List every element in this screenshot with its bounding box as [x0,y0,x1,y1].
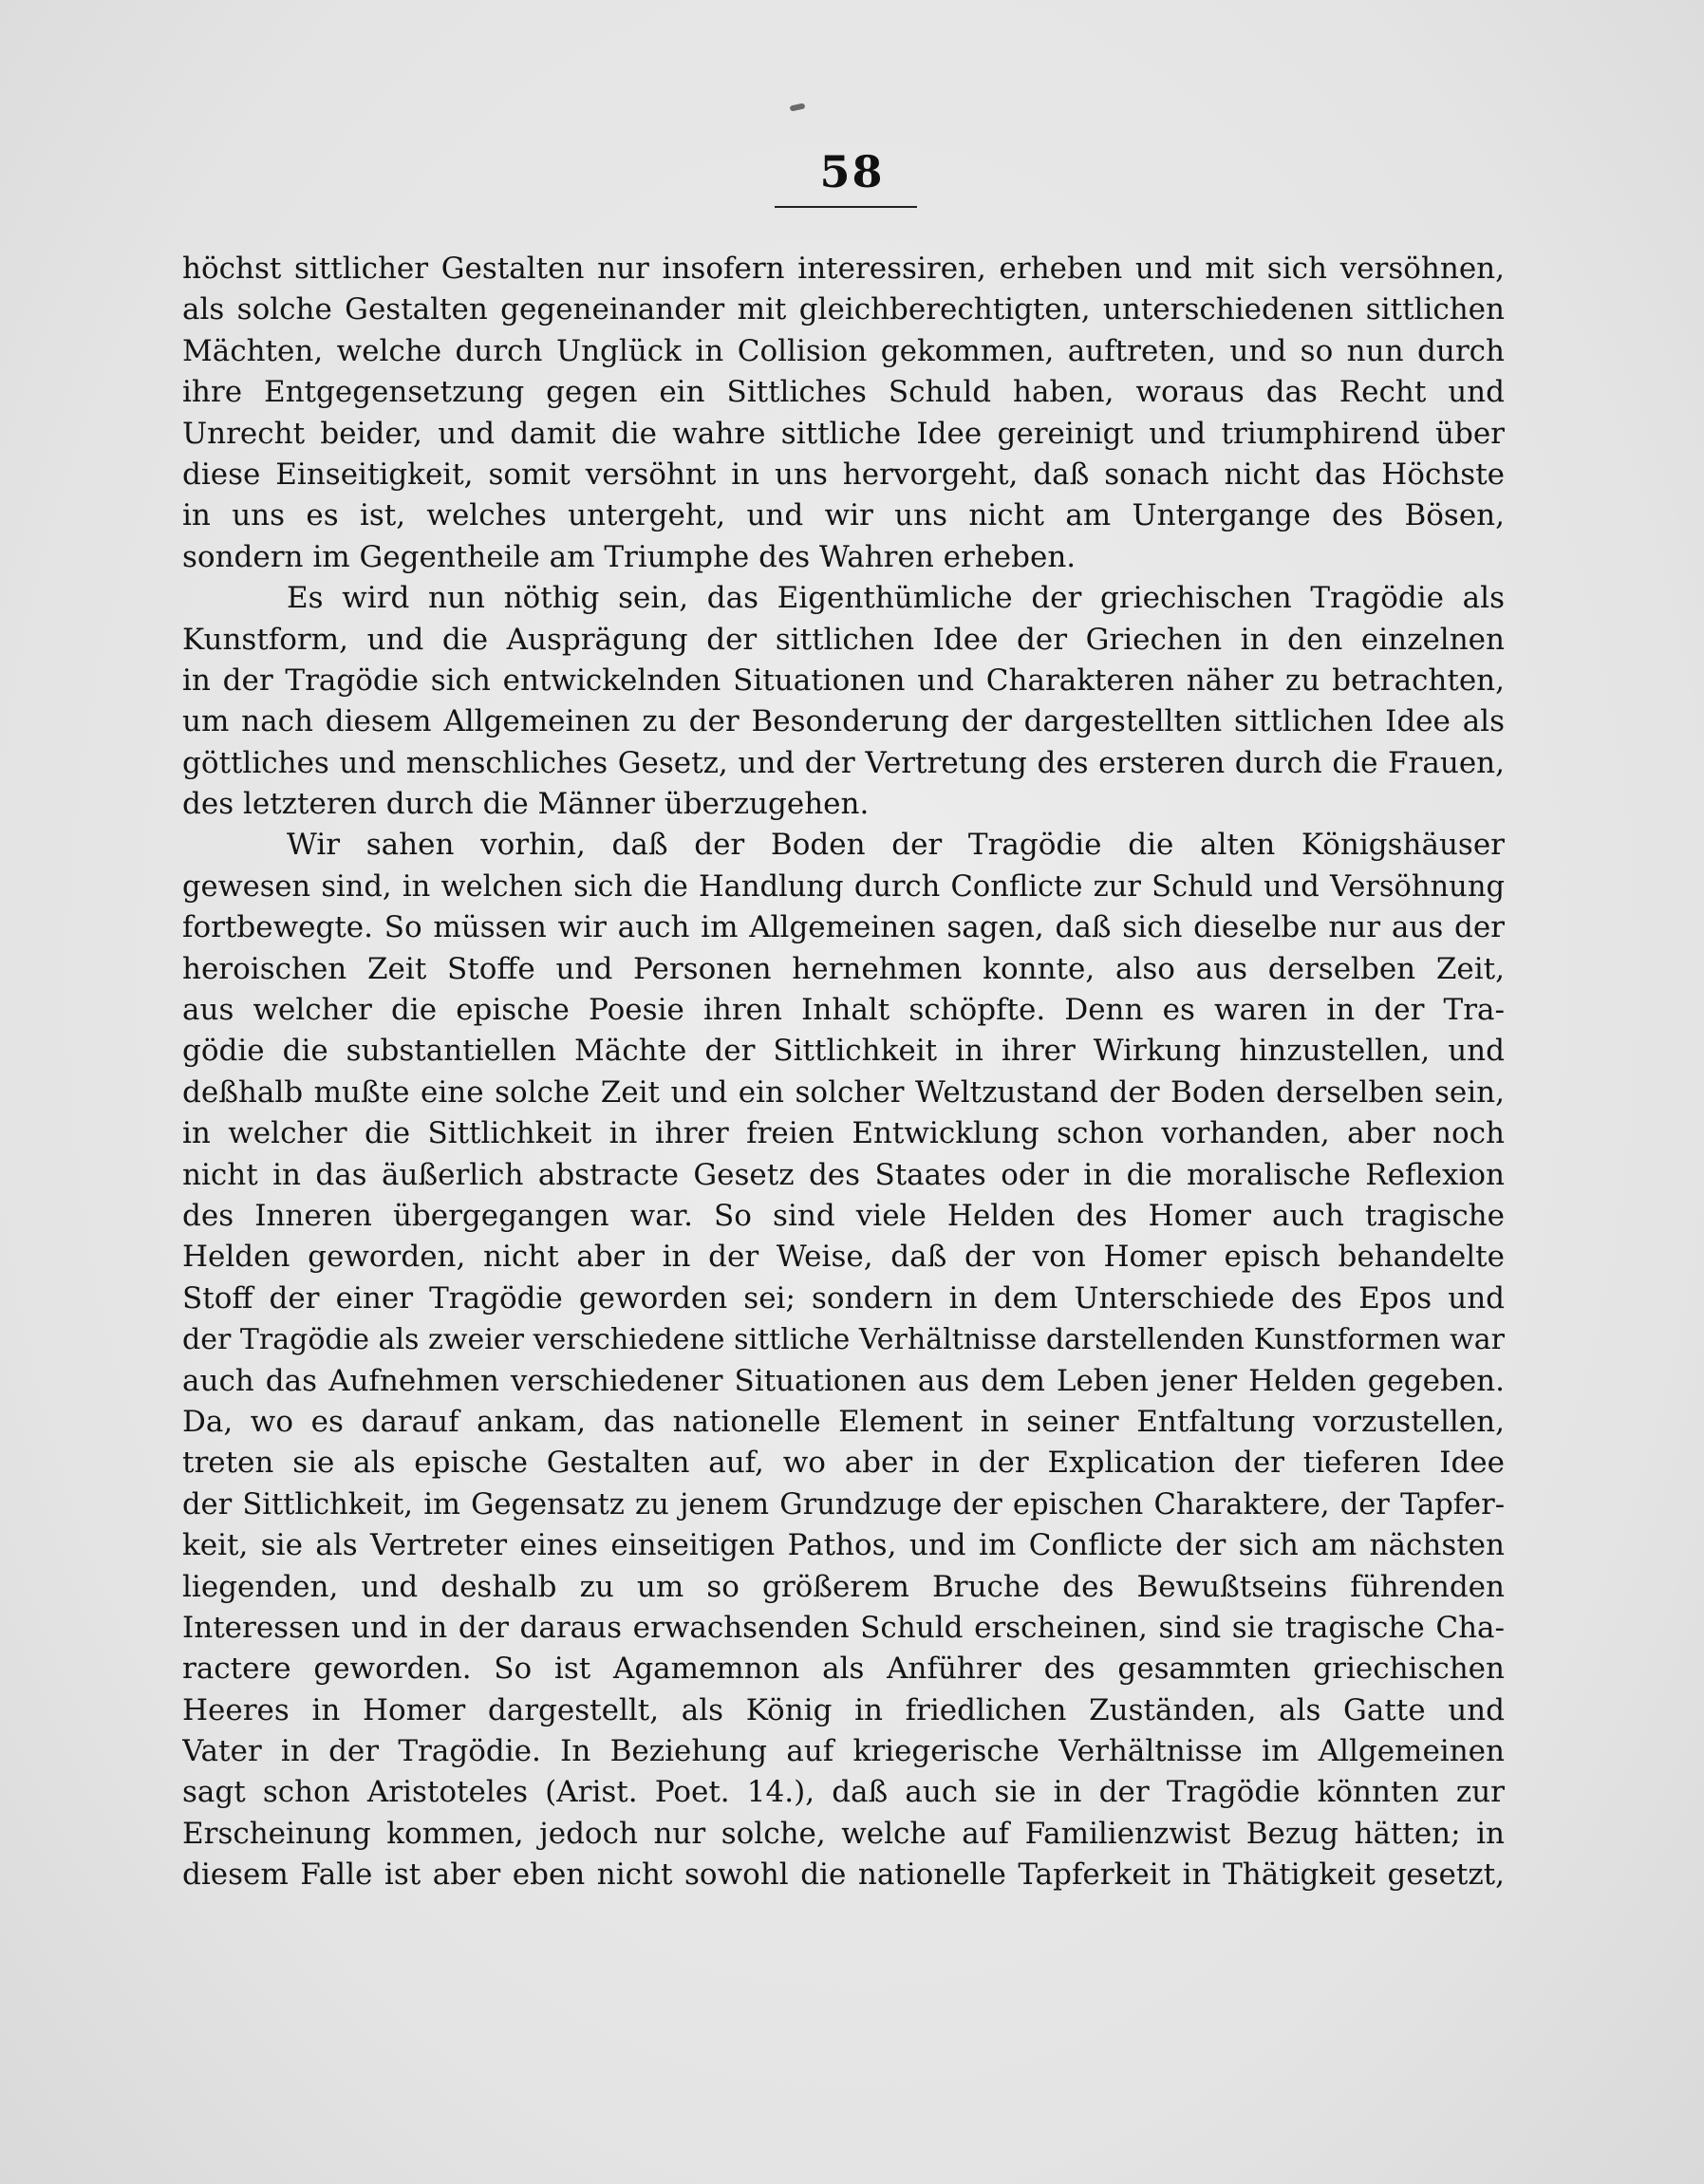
text-line: gewesen sind, in welchen sich die Handlung durch Conflicte zur Schuld und Versöhnung [182,869,1505,904]
ink-speck [790,103,806,111]
text-line: gödie die substantiellen Mächte der Sittlichkeit in ihrer Wirkung hinzustellen, und [182,1034,1505,1069]
text-line: höchst sittlicher Gestalten nur insofern interessiren, erheben und mit sich versöhnen, [182,252,1505,286]
text-line: Heeres in Homer dargestellt, als König in friedlichen Zuständen, als Gatte und [182,1692,1505,1727]
text-line: nicht in das äußerlich abstracte Gesetz des Staates oder in die moralische Reflexion [182,1157,1505,1192]
text-line: treten sie als epische Gestalten auf, wo aber in der Explication der tieferen Idee [182,1446,1505,1481]
text-line: des letzteren durch die Männer überzugehen. [182,787,870,822]
text-line: Mächten, welche durch Unglück in Collision gekommen, auftreten, und so nun durch [182,333,1505,368]
page-number: 58 [819,146,885,197]
text-line: in welcher die Sittlichkeit in ihrer freien Entwicklung schon vorhanden, aber noch [182,1116,1505,1151]
text-line: Wir sahen vorhin, daß der Boden der Tragödie die alten Königshäuser [287,828,1505,863]
header-rule [775,206,917,208]
text-line: auch das Aufnehmen verschiedener Situationen aus dem Leben jener Helden gegeben. [182,1363,1505,1398]
text-line: Vater in der Tragödie. In Beziehung auf kriegerische Verhältnisse im Allgemeinen [182,1734,1505,1769]
text-line: diese Einseitigkeit, somit versöhnt in uns hervorgeht, daß sonach nicht das Höchste [182,457,1505,492]
text-line: diesem Falle ist aber eben nicht sowohl die nationelle Tapferkeit in Thätigkeit gesetzt, [182,1857,1505,1893]
text-line: Helden geworden, nicht aber in der Weise, daß der von Homer episch behandelte [182,1240,1505,1275]
text-line: deßhalb mußte eine solche Zeit und ein solcher Weltzustand der Boden derselben sein, [182,1074,1505,1110]
text-line: des Inneren übergegangen war. So sind viele Helden des Homer auch tragische [182,1198,1505,1233]
text-line: keit, sie als Vertreter eines einseitigen Pathos, und im Conflicte der sich am nächsten [182,1528,1505,1563]
text-line: in der Tragödie sich entwickelnden Situationen und Charakteren näher zu betrachten, [182,663,1505,698]
text-line: fortbewegte. So müssen wir auch im Allgemeinen sagen, daß sich dieselbe nur aus der [182,910,1505,945]
text-line: in uns es ist, welches untergeht, und wir uns nicht am Untergange des Bösen, [182,498,1505,533]
text-line: Erscheinung kommen, jedoch nur solche, welche auf Familienzwist Bezug hätten; in [182,1816,1505,1851]
text-line: als solche Gestalten gegeneinander mit gleichberechtigten, unterschiedenen sittlichen [182,292,1505,327]
text-line: sagt schon Aristoteles (Arist. Poet. 14.), daß auch sie in der Tragödie könnten zur [182,1775,1505,1810]
text-line: ractere geworden. So ist Agamemnon als Anführer des gesammten griechischen [182,1652,1505,1687]
text-line: ihre Entgegensetzung gegen ein Sittliches Schuld haben, woraus das Recht und [182,375,1505,410]
text-line: Es wird nun nöthig sein, das Eigenthümliche der griechischen Tragödie als [287,581,1505,616]
text-line: göttliches und menschliches Gesetz, und der Vertretung des ersteren durch die Frauen, [182,745,1505,780]
text-line: heroischen Zeit Stoffe und Personen hernehmen konnte, also aus derselben Zeit, [182,951,1505,986]
text-line: sondern im Gegentheile am Triumphe des Wahren erheben. [182,539,1077,574]
text-line: Da, wo es darauf ankam, das nationelle Element in seiner Entfaltung vorzustellen, [182,1404,1505,1439]
text-line: der Tragödie als zweier verschiedene sittliche Verhältnisse darstellenden Kunstformen war [182,1323,1505,1357]
text-line: Stoff der einer Tragödie geworden sei; sondern in dem Unterschiede des Epos und [182,1280,1505,1316]
text-line: aus welcher die epische Poesie ihren Inhalt schöpfte. Denn es waren in der Tra- [182,993,1505,1028]
text-line: Kunstform, und die Ausprägung der sittlichen Idee der Griechen in den einzelnen [182,622,1505,657]
text-line: um nach diesem Allgemeinen zu der Besonderung der dargestellten sittlichen Idee als [182,704,1505,739]
text-line: Unrecht beider, und damit die wahre sittliche Idee gereinigt und triumphirend über [182,416,1505,451]
text-line: der Sittlichkeit, im Gegensatz zu jenem Grundzuge der epischen Charaktere, der Tapfer- [182,1487,1505,1521]
text-line: Interessen und in der daraus erwachsenden Schuld erscheinen, sind sie tragische Cha- [182,1610,1505,1645]
text-line: liegenden, und deshalb zu um so größerem Bruche des Bewußtseins führenden [182,1569,1505,1604]
body-text [182,249,1505,1896]
